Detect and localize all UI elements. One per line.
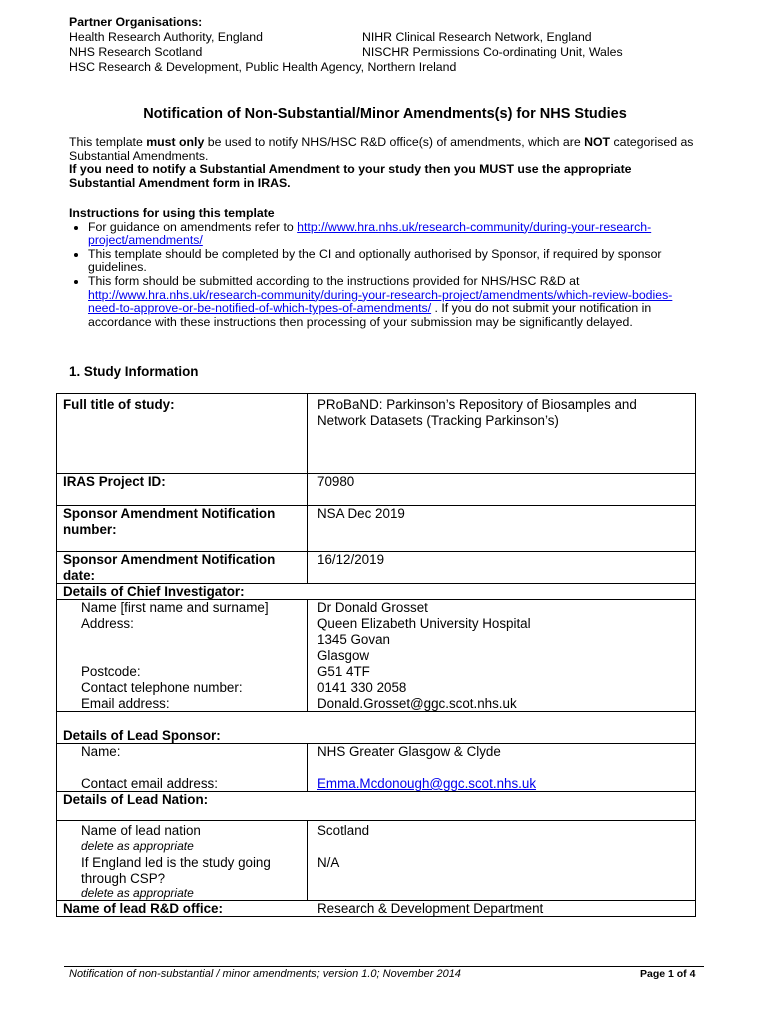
table-border	[695, 393, 696, 917]
csp-label: If England led is the study going through CSP?	[81, 855, 271, 886]
instruction-item	[88, 221, 699, 248]
table-divider	[307, 820, 308, 900]
ci-name-value: Dr Donald Grosset	[317, 600, 428, 615]
partner-name: NISCHR Permissions Co-ordinating Unit, Wales	[362, 45, 623, 59]
instruction-text: This form should be submitted according to the instructions provided for NHS/HSC R&D at	[88, 273, 580, 288]
review-bodies-link[interactable]: http://www.hra.nhs.uk/research-community/during-your-research-project/amendments/which-review-bodies-need-to-approve-or-be-notified-of-which-types-of-amendments/	[88, 287, 673, 316]
iras-id-value: 70980	[317, 474, 355, 489]
instruction-text: . If you do not submit your notification in accordance with these instructions then processing of your submission may be significantly delayed.	[88, 301, 652, 329]
table-divider	[307, 393, 308, 583]
ci-address-line: Glasgow	[317, 648, 370, 663]
intro-emphasis: must only	[146, 135, 205, 149]
table-divider	[307, 599, 308, 711]
lead-nation-value: Scotland	[317, 823, 370, 838]
rd-office-value: Research & Development Department	[317, 901, 544, 916]
instructions-heading: Instructions for using this template	[69, 206, 275, 220]
partner-organisations	[69, 15, 623, 75]
footer-rule	[64, 966, 704, 967]
csp-value: N/A	[317, 855, 340, 870]
ci-postcode-label: Postcode:	[81, 664, 141, 679]
full-title-value: PRoBaND: Parkinson’s Repository of Biosamples and Network Datasets (Tracking Parkinson’s)	[317, 397, 637, 428]
partner-name: NHS Research Scotland	[69, 45, 203, 59]
lead-nation-note: delete as appropriate	[81, 839, 194, 853]
intro-text: be used to notify NHS/HSC R&D office(s) of amendments, which are	[204, 135, 585, 149]
section-heading-study-information: 1. Study Information	[69, 364, 199, 379]
instructions-list	[69, 221, 699, 330]
ci-address-line: Queen Elizabeth University Hospital	[317, 616, 531, 631]
page-number: Page 1 of 4	[640, 968, 696, 980]
sponsor-email-link[interactable]: Emma.Mcdonough@ggc.scot.nhs.uk	[317, 776, 537, 791]
ci-phone-label: Contact telephone number:	[81, 680, 243, 695]
sponsor-name-label: Name:	[81, 744, 121, 759]
partner-name: NIHR Clinical Research Network, England	[362, 30, 592, 44]
document-title: Notification of Non-Substantial/Minor Amendments(s) for NHS Studies	[143, 106, 627, 122]
lead-sponsor-heading: Details of Lead Sponsor:	[63, 728, 221, 743]
intro-text: categorised as Substantial Amendments.	[69, 135, 694, 163]
row-separator	[56, 820, 696, 821]
rd-office-label: Name of lead R&D office:	[63, 901, 223, 916]
amendment-number-label: Sponsor Amendment Notification number:	[63, 506, 276, 537]
chief-investigator-heading: Details of Chief Investigator:	[63, 584, 245, 599]
ci-email-value: Donald.Grosset@ggc.scot.nhs.uk	[317, 696, 517, 711]
ci-email-label: Email address:	[81, 696, 170, 711]
partner-name: Health Research Authority, England	[69, 30, 263, 44]
intro-paragraph	[69, 136, 699, 190]
csp-note: delete as appropriate	[81, 886, 194, 900]
iras-id-label: IRAS Project ID:	[63, 474, 166, 489]
amendment-number-value: NSA Dec 2019	[317, 506, 405, 521]
sponsor-name-value: NHS Greater Glasgow & Clyde	[317, 744, 501, 759]
lead-nation-heading: Details of Lead Nation:	[63, 792, 209, 807]
full-title-label: Full title of study:	[63, 397, 175, 412]
instruction-item: • This template should be completed by the CI and optionally authorised by Sponsor, if required by sponsor guidelines.	[88, 248, 699, 275]
table-border	[56, 393, 696, 394]
study-information-table	[56, 393, 696, 917]
ci-postcode-value: G51 4TF	[317, 664, 370, 679]
ci-address-line: 1345 Govan	[317, 632, 390, 647]
instruction-item	[88, 275, 699, 329]
table-divider	[307, 743, 308, 791]
intro-text: This template	[69, 135, 147, 149]
ci-name-label: Name [first name and surname]	[81, 600, 269, 615]
partner-name: HSC Research & Development, Public Health Agency, Northern Ireland	[69, 60, 457, 74]
intro-warning: If you need to notify a Substantial Amendment to your study then you MUST use the appropriate Substantial Amendment form in IRAS.	[69, 162, 632, 190]
instruction-text: For guidance on amendments refer to	[88, 219, 298, 234]
ci-phone-value: 0141 330 2058	[317, 680, 407, 695]
sponsor-email-label: Contact email address:	[81, 776, 218, 791]
partners-heading: Partner Organisations:	[69, 15, 203, 29]
footer-version: Notification of non-substantial / minor amendments; version 1.0; November 2014	[69, 968, 461, 980]
instructions	[69, 207, 699, 329]
intro-emphasis: NOT	[584, 135, 611, 149]
amendment-date-label: Sponsor Amendment Notification date:	[63, 552, 276, 583]
table-border	[56, 393, 57, 917]
amendment-date-value: 16/12/2019	[317, 552, 385, 567]
ci-address-label: Address:	[81, 616, 134, 631]
partners-row	[69, 45, 623, 60]
partners-row	[69, 30, 592, 45]
lead-nation-label: Name of lead nation	[81, 823, 201, 838]
amendments-guidance-link[interactable]: http://www.hra.nhs.uk/research-community/during-your-research-project/amendments/	[88, 219, 652, 248]
